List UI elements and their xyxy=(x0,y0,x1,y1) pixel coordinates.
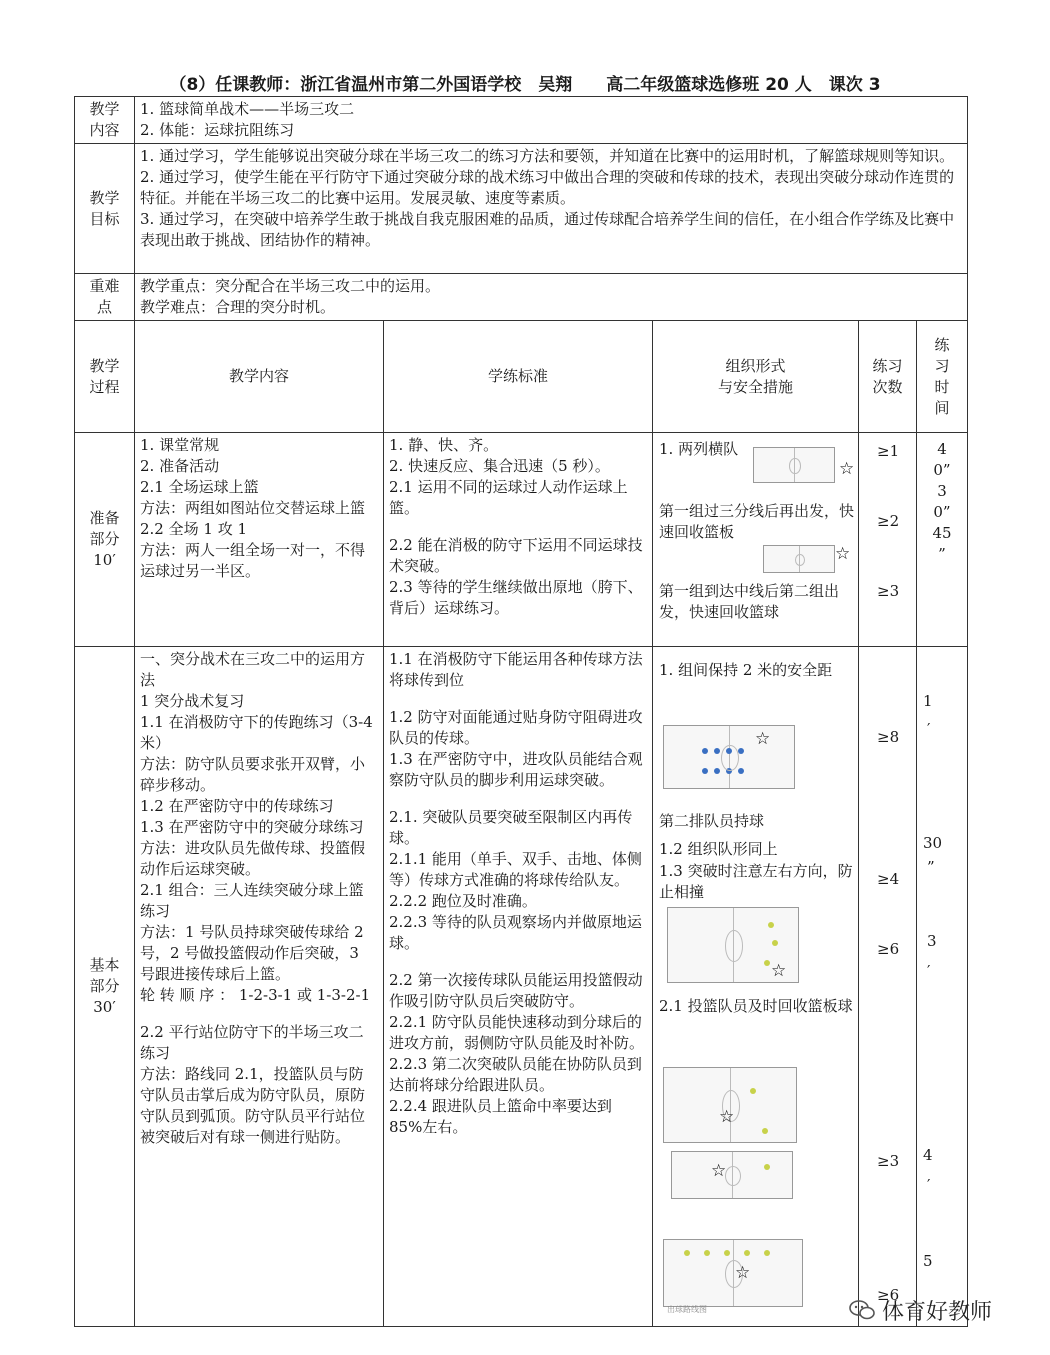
goal-line: 2. 通过学习，使学生能在平行防守下通过突破分球的战术练习中做出合理的突破和传球的技术，表现出突破分球动作连贯的特征。并能在半场三攻二的比赛中运用。发展灵敏、速度等素质。 xyxy=(140,168,955,207)
goal-line: 1. 通过学习，学生能够说出突破分球在半场三攻二的练习方法和要领，并知道在比赛中的运用时机，了解篮球规则等知识。 xyxy=(140,147,955,165)
basic-org-line: 1.3 突破时注意左右方向，防止相撞 xyxy=(659,862,853,901)
basic-org-line: 1. 组间保持 2 米的安全距 xyxy=(659,661,833,679)
basic-standard-line: 1.2 防守对面能通过贴身防守阻碍进攻队员的传球。 xyxy=(389,708,643,747)
prep-content-line: 2. 准备活动 xyxy=(140,457,220,475)
times-value: ≥3 xyxy=(877,582,900,600)
col-org-header xyxy=(653,321,859,433)
keypoints-row xyxy=(75,274,968,321)
basic-content-line: 方法：1 号队员持球突破传球给 2 号，2 号做投篮假动作后突破，3 号跟进接传球后上篮。 xyxy=(140,923,364,983)
page-title: （8）任课教师：浙江省温州市第二外国语学校 吴翔 高二年级篮球选修班 20 人 课次 3 xyxy=(169,75,881,95)
prep-times xyxy=(859,433,917,647)
basic-times xyxy=(859,647,917,1327)
time-part: 30 xyxy=(923,834,943,852)
player-dot xyxy=(704,1250,710,1256)
basic-row xyxy=(75,647,968,1327)
basic-content-line: 方法：路线同 2.1，投篮队员与防守队员击掌后成为防守队员，原防守队员到弧顶。防守队员平行站位被突破后对有球一侧进行贴防。 xyxy=(140,1065,366,1146)
prep-time-stack xyxy=(917,439,967,565)
basic-standard xyxy=(384,647,653,1327)
time-part: 0” xyxy=(933,461,951,479)
prep-org-line: 1. 两列横队 xyxy=(659,440,739,458)
time-part: ′ xyxy=(927,1176,931,1194)
times-value: ≥2 xyxy=(877,512,900,530)
basic-standard-line: 2.1.1 能用（单手、双手、击地、体侧等）传球方式准确的将球传给队友。 xyxy=(389,850,642,889)
star-icon: ☆ xyxy=(835,544,851,564)
time-part: ′ xyxy=(927,962,931,980)
court-diagram xyxy=(763,545,835,573)
keypoints-label: 重难点 xyxy=(75,274,135,321)
player-dot xyxy=(762,1128,768,1134)
basic-content-line: 一、突分战术在三攻二中的运用方法 xyxy=(140,650,366,689)
col-org-header-line: 与安全措施 xyxy=(717,377,793,396)
basic-content-line: 1.2 在严密防守中的传球练习 xyxy=(140,797,334,815)
player-dot xyxy=(702,748,708,754)
basic-time xyxy=(917,647,968,1327)
time-part: 4 xyxy=(937,440,947,458)
prep-time xyxy=(917,433,968,647)
prep-standard-line: 2.1 运用不同的运球过人动作运球上篮。 xyxy=(389,478,628,517)
prep-content-line: 2.2 全场 1 攻 1 xyxy=(140,520,248,538)
time-part: 4 xyxy=(923,1146,933,1164)
col-standard-header: 学练标准 xyxy=(384,321,653,433)
times-value: ≥6 xyxy=(877,1286,900,1304)
player-dot xyxy=(726,768,732,774)
prep-org-line: 第一组过三分线后再出发，快速回收篮板 xyxy=(659,502,855,541)
keypoints-body xyxy=(135,274,968,321)
content-line: 1. 篮球简单战术——半场三攻二 xyxy=(140,100,355,118)
lesson-plan-table xyxy=(74,96,968,1327)
goals-body xyxy=(135,144,968,274)
basic-content-line: 1.1 在消极防守下的传跑练习（3-4 米） xyxy=(140,713,373,752)
times-value: ≥4 xyxy=(877,870,900,888)
process-header-row xyxy=(75,321,968,433)
process-label: 教学过程 xyxy=(75,321,135,433)
watermark xyxy=(848,1292,1038,1328)
basic-standard-line: 2.2.4 跟进队员上篮命中率要达到 85%左右。 xyxy=(389,1097,612,1136)
player-dot xyxy=(768,922,774,928)
court-diagram xyxy=(663,725,795,789)
star-icon: ☆ xyxy=(771,961,787,981)
star-icon: ☆ xyxy=(839,459,855,479)
basic-content-line: 2.1 组合：三人连续突破分球上篮练习 xyxy=(140,881,364,920)
star-icon: ☆ xyxy=(735,1263,751,1283)
basic-standard-line: 2.2.3 第二次突破队员能在协防队员到达前将球分给跟进队员。 xyxy=(389,1055,642,1094)
times-value: ≥3 xyxy=(877,1152,900,1170)
player-dot xyxy=(750,1088,756,1094)
basic-content-line: 2.2 平行站位防守下的半场三攻二练习 xyxy=(140,1023,364,1062)
player-dot xyxy=(744,1250,750,1256)
prep-content-line: 方法：两人一组全场一对一，不得运球过另一半区。 xyxy=(140,541,366,580)
times-value: ≥8 xyxy=(877,728,900,746)
col-times-header: 练习次数 xyxy=(859,321,917,433)
basic-content xyxy=(135,647,384,1327)
basic-standard-line: 2.1. 突破队员要突破至限制区内再传球。 xyxy=(389,808,633,847)
prep-standard-line: 2.2 能在消极的防守下运用不同运球技术突破。 xyxy=(389,536,643,575)
prep-content-line: 2.1 全场运球上篮 xyxy=(140,478,259,496)
basic-content-line: 轮 转 顺 序 ： 1-2-3-1 或 1-3-2-1 xyxy=(140,986,371,1004)
time-part: ” xyxy=(938,545,946,563)
prep-row xyxy=(75,433,968,647)
player-dot xyxy=(724,1250,730,1256)
player-dot xyxy=(702,768,708,774)
star-icon: ☆ xyxy=(711,1161,727,1181)
star-icon: ☆ xyxy=(755,729,771,749)
player-dot xyxy=(738,748,744,754)
time-part: 3 xyxy=(937,482,947,500)
court-diagram xyxy=(663,1239,803,1307)
times-value: ≥6 xyxy=(877,940,900,958)
prep-org xyxy=(653,433,859,647)
basic-content-line: 方法：进攻队员先做传球、投篮假动作后运球突破。 xyxy=(140,839,366,878)
goal-line: 3. 通过学习，在突破中培养学生敢于挑战自我克服困难的品质，通过传球配合培养学生间的信任，在小组合作学练及比赛中表现出敢于挑战、团结协作的精神。 xyxy=(140,210,955,249)
player-dot xyxy=(738,768,744,774)
time-part: 3 xyxy=(927,932,937,950)
col-content-header: 教学内容 xyxy=(135,321,384,433)
diagram-caption: 出球路线图 xyxy=(667,1305,707,1314)
basic-org-line: 2.1 投篮队员及时回收篮板球 xyxy=(659,997,853,1015)
time-part: 45 xyxy=(932,524,952,542)
player-dot xyxy=(772,940,778,946)
basic-org-line: 第二排队员持球 xyxy=(659,812,765,830)
basic-content-line: 1.3 在严密防守中的突破分球练习 xyxy=(140,818,364,836)
content-line: 2. 体能：运球抗阻练习 xyxy=(140,121,295,139)
time-part: ′ xyxy=(927,720,931,738)
court-diagram xyxy=(753,447,835,483)
goals-label: 教学目标 xyxy=(75,144,135,274)
goals-row xyxy=(75,144,968,274)
prep-standard xyxy=(384,433,653,647)
basic-label: 基本部分30′ xyxy=(75,647,135,1327)
player-dot xyxy=(764,960,770,966)
time-part: 5 xyxy=(923,1252,933,1270)
time-part: 1 xyxy=(923,692,933,710)
basic-org-line: 1.2 组织队形同上 xyxy=(659,840,778,858)
keypoint-line: 教学难点：合理的突分时机。 xyxy=(140,298,336,316)
prep-standard-line: 2. 快速反应、集合迅速（5 秒）。 xyxy=(389,457,610,475)
basic-standard-line: 2.2 第一次接传球队员能运用投篮假动作吸引防守队员后突破防守。 xyxy=(389,971,643,1010)
player-dot xyxy=(726,748,732,754)
player-dot xyxy=(764,1164,770,1170)
prep-org-line: 第一组到达中线后第二组出发，快速回收篮球 xyxy=(659,582,840,621)
times-value: ≥1 xyxy=(877,442,900,460)
prep-standard-line: 1. 静、快、齐。 xyxy=(389,436,499,454)
time-part: 0” xyxy=(933,503,951,521)
player-dot xyxy=(764,1250,770,1256)
content-row xyxy=(75,97,968,144)
basic-content-line: 1 突分战术复习 xyxy=(140,692,245,710)
content-body xyxy=(135,97,968,144)
basic-content-line: 方法：防守队员要求张开双臂，小碎步移动。 xyxy=(140,755,366,794)
court-diagram xyxy=(671,1151,793,1199)
time-part: ” xyxy=(927,858,935,876)
basic-standard-line: 1.3 在严密防守中，进攻队员能结合观察防守队员的脚步利用运球突破。 xyxy=(389,750,643,789)
star-icon: ☆ xyxy=(719,1107,735,1127)
watermark-text: 体育好教师 xyxy=(882,1299,993,1325)
basic-standard-line: 2.2.1 防守队员能快速移动到分球后的进攻方前，弱侧防守队员能及时补防。 xyxy=(389,1013,645,1052)
col-time-header: 练习时间 xyxy=(917,321,968,433)
prep-content-line: 1. 课堂常规 xyxy=(140,436,220,454)
prep-content-line: 方法：两组如图站位交替运球上篮 xyxy=(140,499,366,517)
content-label: 教学内容 xyxy=(75,97,135,144)
basic-standard-line: 2.2.3 等待的队员观察场内并做原地运球。 xyxy=(389,913,642,952)
court-diagram xyxy=(663,1067,797,1143)
player-dot xyxy=(714,768,720,774)
player-dot xyxy=(684,1250,690,1256)
player-dot xyxy=(714,748,720,754)
wechat-icon xyxy=(848,1298,876,1322)
basic-org xyxy=(653,647,859,1327)
basic-standard-line: 2.2.2 跑位及时准确。 xyxy=(389,892,537,910)
prep-standard-line: 2.3 等待的学生继续做出原地（胯下、背后）运球练习。 xyxy=(389,578,643,617)
basic-standard-line: 1.1 在消极防守下能运用各种传球方法将球传到位 xyxy=(389,650,643,689)
prep-label: 准备部分10′ xyxy=(75,433,135,647)
keypoint-line: 教学重点：突分配合在半场三攻二中的运用。 xyxy=(140,277,441,295)
col-org-header-line: 组织形式 xyxy=(725,356,786,375)
prep-content xyxy=(135,433,384,647)
